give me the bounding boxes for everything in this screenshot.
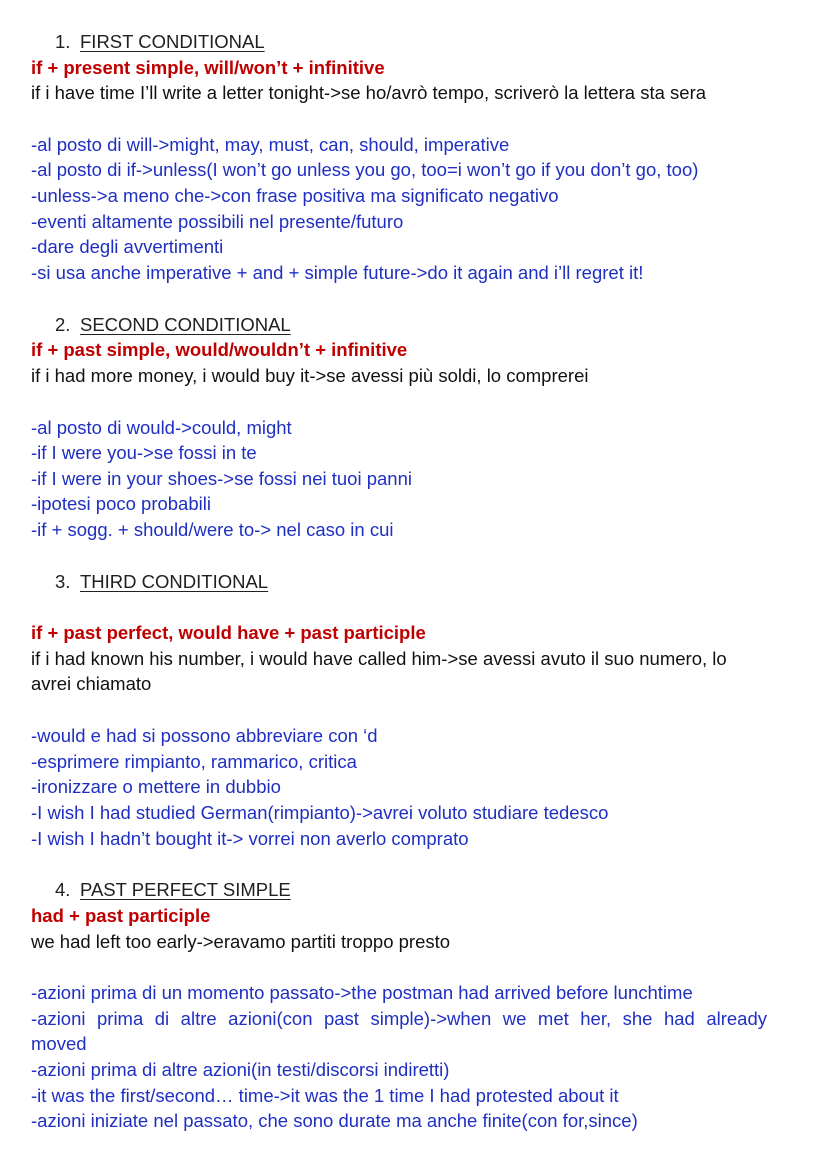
section-heading <box>55 569 268 595</box>
note-line: -eventi altamente possibili nel presente/futuro <box>31 211 404 232</box>
section-number: 2. <box>55 314 71 335</box>
example-line: if i have time I’ll write a letter tonight->se ho/avrò tempo, scriverò la lettera sta sera <box>31 82 707 103</box>
example-line: if i had known his number, i would have called him->se avessi avuto il suo numero, lo <box>31 648 727 669</box>
note-line: -if I were in your shoes->se fossi nei tuoi panni <box>31 468 412 489</box>
note-line: -ironizzare o mettere in dubbio <box>31 776 281 797</box>
note-line: -azioni prima di un momento passato->the postman had arrived before lunchtime <box>31 982 693 1003</box>
note-line: -azioni prima di altre azioni(con past simple)->when we met her, she had already <box>31 1008 767 1029</box>
note-line: -azioni iniziate nel passato, che sono durate ma anche finite(con for,since) <box>31 1110 638 1131</box>
example-line: if i had more money, i would buy it->se avessi più soldi, lo comprerei <box>31 365 589 386</box>
section-number: 1. <box>55 31 71 52</box>
note-line: -it was the first/second… time->it was the 1 time I had protested about it <box>31 1085 619 1106</box>
note-line: -al posto di will->might, may, must, can, should, imperative <box>31 134 510 155</box>
note-line: -I wish I hadn’t bought it-> vorrei non averlo comprato <box>31 828 469 849</box>
section-number: 4. <box>55 879 71 900</box>
note-line: -al posto di if->unless(I won’t go unless you go, too=i won’t go if you don’t go, too) <box>31 159 699 180</box>
section-title: PAST PERFECT SIMPLE <box>80 879 291 900</box>
note-line: -al posto di would->could, might <box>31 417 292 438</box>
section-title: SECOND CONDITIONAL <box>80 314 291 335</box>
note-line: -would e had si possono abbreviare con ‘d <box>31 725 378 746</box>
section-heading <box>55 29 265 55</box>
formula-line: if + past simple, would/wouldn’t + infinitive <box>31 339 408 360</box>
section-title: THIRD CONDITIONAL <box>80 571 269 592</box>
note-line: -si usa anche imperative + and + simple future->do it again and i’ll regret it! <box>31 262 644 283</box>
note-line: -ipotesi poco probabili <box>31 493 211 514</box>
note-line: -esprimere rimpianto, rammarico, critica <box>31 751 357 772</box>
note-line: -I wish I had studied German(rimpianto)->avrei voluto studiare tedesco <box>31 802 609 823</box>
note-line: -if I were you->se fossi in te <box>31 442 257 463</box>
note-line: -if + sogg. + should/were to-> nel caso in cui <box>31 519 394 540</box>
section-number: 3. <box>55 571 71 592</box>
section-title: FIRST CONDITIONAL <box>80 31 265 52</box>
note-line: -unless->a meno che->con frase positiva ma significato negativo <box>31 185 559 206</box>
example-line: avrei chiamato <box>31 673 152 694</box>
note-line: -azioni prima di altre azioni(in testi/discorsi indiretti) <box>31 1059 450 1080</box>
formula-line: had + past participle <box>31 905 211 926</box>
note-line: moved <box>31 1033 87 1054</box>
formula-line: if + past perfect, would have + past participle <box>31 622 426 643</box>
formula-line: if + present simple, will/won’t + infinitive <box>31 57 385 78</box>
section-heading <box>55 312 291 338</box>
section-heading <box>55 877 291 903</box>
note-line: -dare degli avvertimenti <box>31 236 224 257</box>
example-line: we had left too early->eravamo partiti troppo presto <box>31 931 451 952</box>
